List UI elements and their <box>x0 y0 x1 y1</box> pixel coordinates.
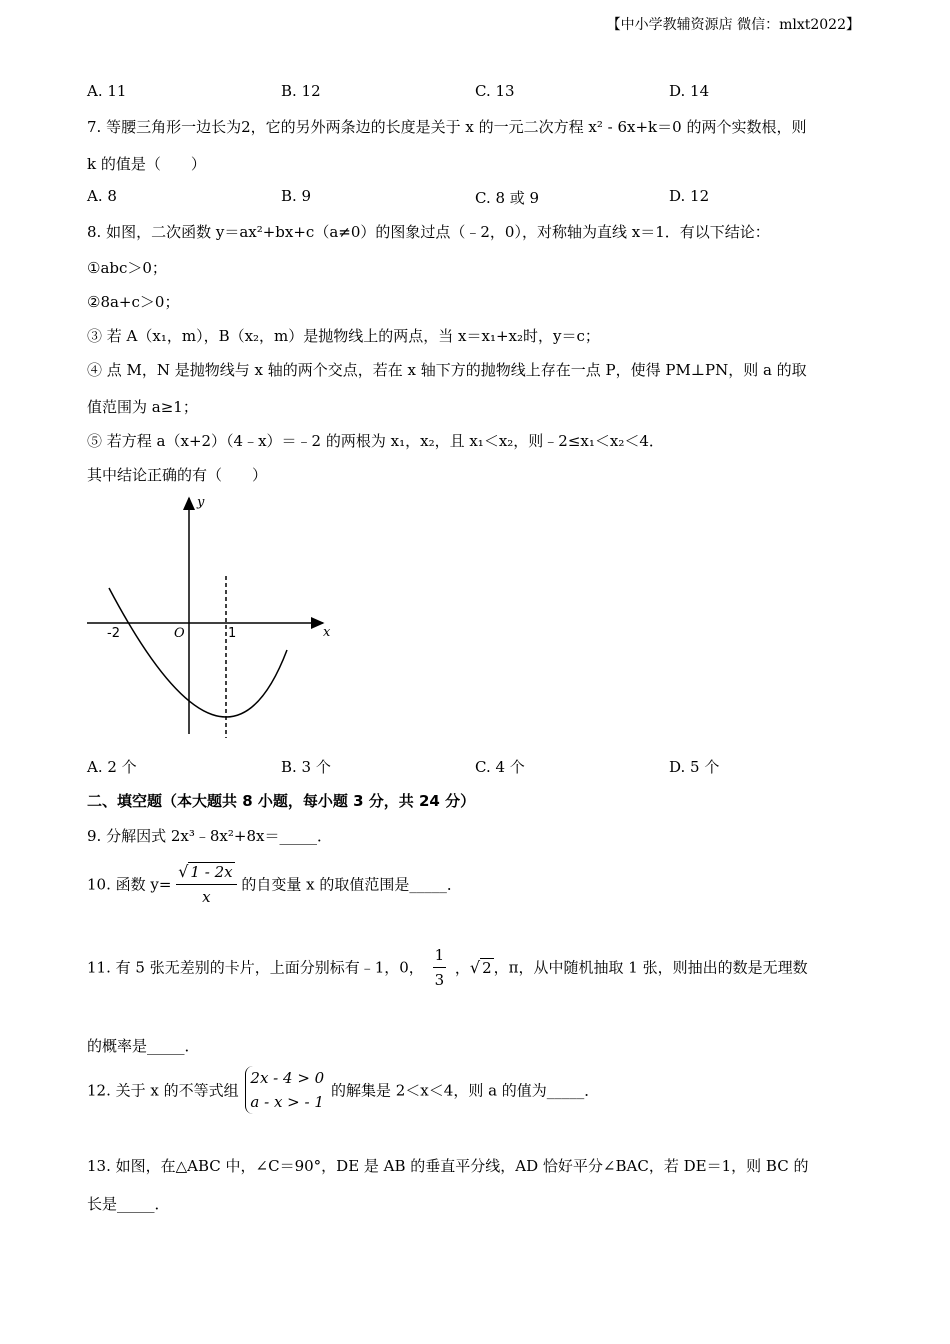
q8-conclusion-3: ③ 若 A（x₁，m），B（x₂，m）是抛物线上的两点，当 x＝x₁+x₂时，y＝c； <box>87 327 600 345</box>
q8-choice-a: A. 2 个 <box>87 758 137 776</box>
q8-parabola-graph <box>85 490 345 745</box>
q8-choice-b: B. 3 个 <box>281 758 331 776</box>
q8-choice-c: C. 4 个 <box>475 758 525 776</box>
q11-line2: 的概率是_____． <box>87 1037 200 1055</box>
q10-prefix: 10. 函数 y= <box>87 875 172 894</box>
x-axis-label: x <box>323 625 331 640</box>
q9-text: 9. 分解因式 2x³﹣8x²+8x＝_____． <box>87 827 332 845</box>
q8-ask: 其中结论正确的有（ ） <box>87 466 268 484</box>
q7-choice-d: D. 12 <box>669 187 710 205</box>
q6-choice-b: B. 12 <box>281 82 321 100</box>
origin-label: O <box>174 626 185 641</box>
q12-ineq1: 2x - 4 > 0 <box>250 1069 325 1087</box>
parabola-curve <box>109 588 287 717</box>
q12-prefix: 12. 关于 x 的不等式组 <box>87 1081 239 1100</box>
q11-line1: 11. 有 5 张无差别的卡片，上面分别标有﹣1，0， $\frac{1}{3}$ ，√ 2 ，π，从中随机抽取 1 张，则抽出的数是无理数 <box>87 946 808 989</box>
q7-line1: 7. 等腰三角形一边长为2，它的另外两条边的长度是关于 x 的一元二次方程 x² - 6x+k＝0 的两个实数根，则 <box>87 118 807 136</box>
q10-suffix: 的自变量 x 的取值范围是_____． <box>241 875 462 894</box>
q10-denominator: x <box>202 888 211 906</box>
q13-line1: 13. 如图，在△ABC 中，∠C＝90°，DE 是 AB 的垂直平分线，AD 恰好平分∠BAC，若 DE＝1，则 BC 的 <box>87 1157 809 1175</box>
q10-fraction: $\frac{√ 1 - 2x}{x}$ <box>176 862 236 907</box>
q13-line2: 长是_____． <box>87 1195 170 1213</box>
q12 <box>87 1066 599 1114</box>
y-axis-label: y <box>197 495 205 510</box>
q7-choice-a: A. 8 <box>87 187 117 205</box>
q12-inequality-system <box>245 1066 324 1114</box>
q11-sqrt-arg: 2 <box>482 958 492 977</box>
q6-choice-c: C. 13 <box>475 82 515 100</box>
q8-line1: 8. 如图，二次函数 y＝ax²+bx+c（a≠0）的图象过点（﹣2，0），对称轴为直线 x＝1．有以下结论： <box>87 223 770 241</box>
q8-choice-d: D. 5 个 <box>669 758 720 776</box>
q11-suffix: ，π，从中随机抽取 1 张，则抽出的数是无理数 <box>493 958 808 977</box>
q11-frac-num: 1 <box>433 945 447 968</box>
q6-choice-d: D. 14 <box>669 82 710 100</box>
q7-choice-b: B. 9 <box>281 187 312 205</box>
neg2-label: -2 <box>107 626 120 641</box>
section-title: 二、填空题（本大题共 8 小题，每小题 3 分，共 24 分） <box>87 792 476 810</box>
q6-choice-a: A. 11 <box>87 82 127 100</box>
header-watermark: 【中小学教辅资源店 微信：mlxt2022】 <box>606 17 860 33</box>
q8-conclusion-4a: ④ 点 M，N 是抛物线与 x 轴的两个交点，若在 x 轴下方的抛物线上存在一点 P，使得 PM⊥PN，则 a 的取 <box>87 361 807 379</box>
q12-suffix: 的解集是 2＜x＜4，则 a 的值为_____． <box>331 1081 600 1100</box>
q7-choice-c: C. 8 或 9 <box>475 189 540 207</box>
q8-conclusion-2: ②8a+c＞0； <box>87 293 180 311</box>
q10-numerator: 1 - 2x <box>190 863 233 881</box>
q12-ineq2: a - x > - 1 <box>250 1093 324 1111</box>
q11-prefix: 11. 有 5 张无差别的卡片，上面分别标有﹣1，0， <box>87 958 424 977</box>
q8-conclusion-5: ⑤ 若方程 a（x+2）（4﹣x）＝﹣2 的两根为 x₁，x₂，且 x₁＜x₂，则﹣2≤x₁＜x₂＜4． <box>87 432 664 450</box>
q7-line2: k 的值是（ ） <box>87 155 206 173</box>
q11-fraction <box>433 945 447 990</box>
q8-conclusion-4b: 值范围为 a≥1； <box>87 398 198 416</box>
q11-frac-den: 3 <box>434 971 445 989</box>
q10 <box>87 862 462 907</box>
q8-conclusion-1: ①abc＞0； <box>87 259 167 277</box>
one-label: 1 <box>228 626 237 641</box>
